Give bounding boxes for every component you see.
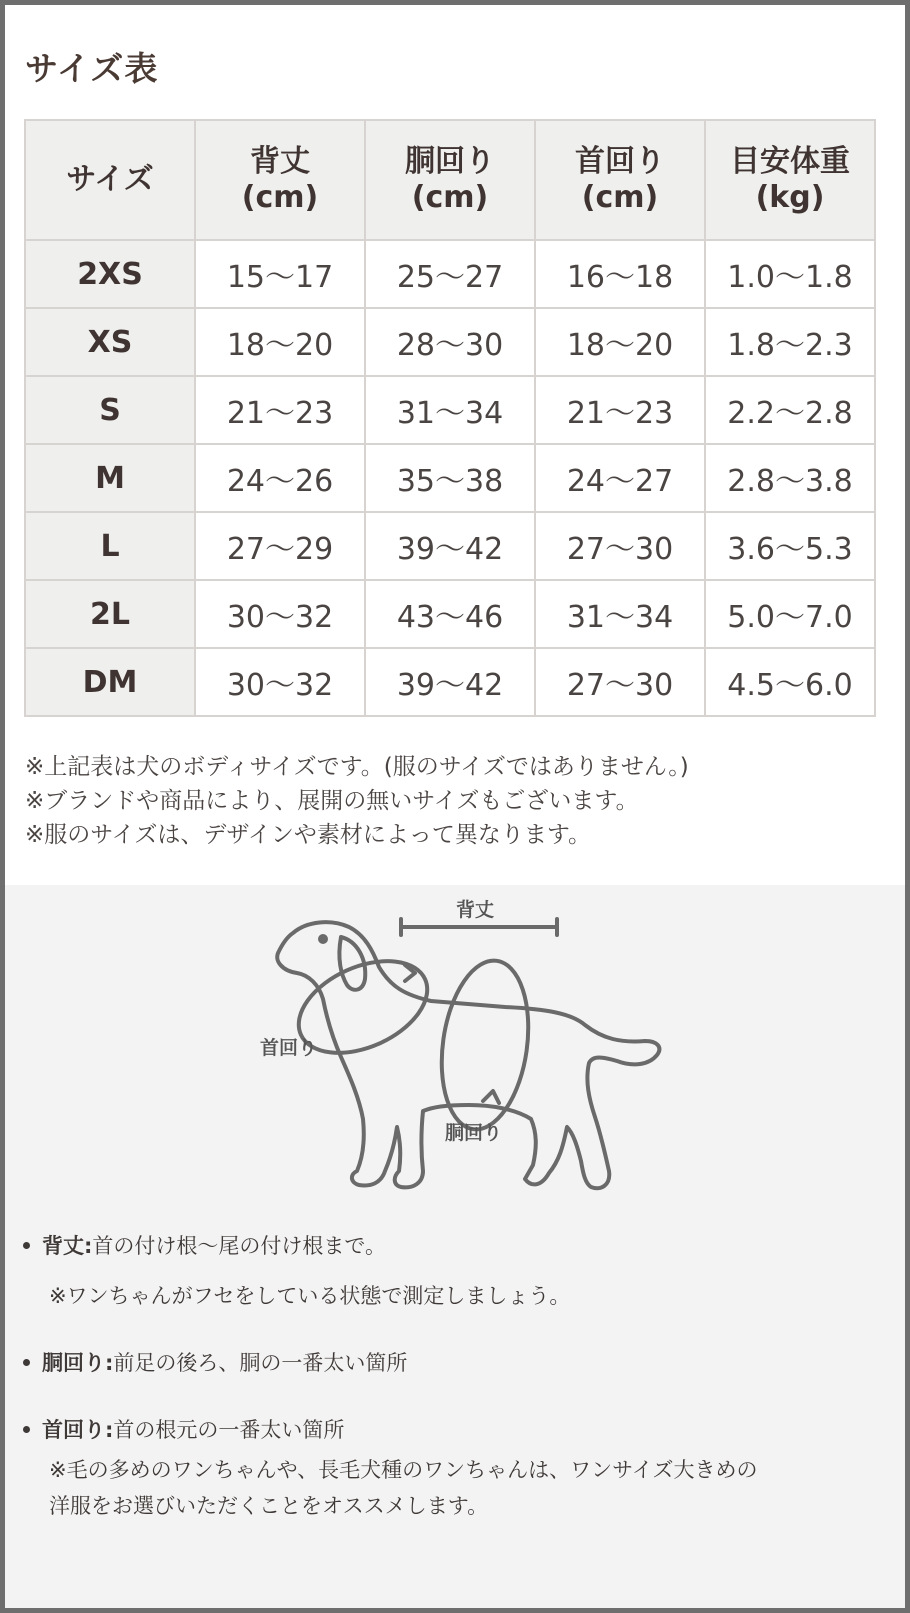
cell-weight: 3.6〜5.3: [705, 512, 875, 580]
cell-length: 18〜20: [195, 308, 365, 376]
size-chart-section: [5, 5, 905, 885]
diagram-label-girth: 胴回り: [445, 1122, 503, 1144]
cell-neck: 27〜30: [535, 648, 705, 716]
row-size: DM: [25, 648, 195, 716]
header-girth-label: 胴回り: [405, 144, 495, 179]
cell-neck: 18〜20: [535, 308, 705, 376]
table-header-row: [25, 120, 875, 240]
dog-diagram: [245, 895, 675, 1225]
row-size: L: [25, 512, 195, 580]
size-table: [24, 119, 876, 717]
cell-length: 21〜23: [195, 376, 365, 444]
bullet-neck: [23, 1414, 344, 1444]
cell-length: 27〜29: [195, 512, 365, 580]
cell-neck: 21〜23: [535, 376, 705, 444]
header-neck-label: 首回り: [575, 144, 665, 179]
header-neck-unit: (cm): [581, 180, 659, 215]
header-size: サイズ: [25, 120, 195, 240]
bullet-dot-icon: [23, 1359, 30, 1366]
cell-weight: 4.5〜6.0: [705, 648, 875, 716]
cell-weight: 2.8〜3.8: [705, 444, 875, 512]
cell-weight: 5.0〜7.0: [705, 580, 875, 648]
cell-girth: 35〜38: [365, 444, 535, 512]
header-weight-label: 目安体重: [730, 144, 850, 179]
page-title: サイズ表: [25, 49, 159, 88]
cell-girth: 39〜42: [365, 648, 535, 716]
header-length: [195, 120, 365, 240]
note-neck-2: 洋服をお選びいただくことをオススメします。: [49, 1494, 489, 1518]
cell-weight: 1.0〜1.8: [705, 240, 875, 308]
cell-girth: 25〜27: [365, 240, 535, 308]
desc-girth: 前足の後ろ、胴の一番太い箇所: [113, 1351, 408, 1375]
table-row: [25, 580, 875, 648]
cell-length: 24〜26: [195, 444, 365, 512]
table-row: [25, 240, 875, 308]
dog-illustration: [245, 895, 675, 1225]
header-girth: [365, 120, 535, 240]
cell-girth: 39〜42: [365, 512, 535, 580]
cell-weight: 2.2〜2.8: [705, 376, 875, 444]
dog-body-outline: [277, 922, 659, 1188]
row-size: S: [25, 376, 195, 444]
cell-neck: 31〜34: [535, 580, 705, 648]
header-length-unit: (cm): [241, 180, 319, 215]
term-girth: 胴回り:: [42, 1351, 114, 1375]
desc-neck: 首の根元の一番太い箇所: [113, 1418, 345, 1442]
dog-eye: [320, 936, 326, 942]
diagram-label-neck: 首回り: [260, 1037, 318, 1059]
cell-girth: 28〜30: [365, 308, 535, 376]
header-girth-unit: (cm): [411, 180, 489, 215]
diagram-label-length: 背丈: [456, 899, 495, 921]
cell-length: 15〜17: [195, 240, 365, 308]
note-line: ※ブランドや商品により、展開の無いサイズもございます。: [25, 788, 639, 814]
table-row: [25, 444, 875, 512]
girth-loop: [432, 955, 539, 1135]
page-frame: [5, 5, 905, 1608]
note-line: ※服のサイズは、デザインや素材によって異なります。: [25, 822, 591, 848]
cell-length: 30〜32: [195, 648, 365, 716]
table-row: [25, 308, 875, 376]
desc-length: 首の付け根〜尾の付け根まで。: [92, 1234, 386, 1258]
term-length: 背丈:: [42, 1234, 93, 1258]
cell-girth: 43〜46: [365, 580, 535, 648]
row-size: XS: [25, 308, 195, 376]
row-size: 2XS: [25, 240, 195, 308]
table-row: [25, 376, 875, 444]
cell-girth: 31〜34: [365, 376, 535, 444]
girth-arrow: [483, 1091, 499, 1103]
term-neck: 首回り:: [42, 1418, 114, 1442]
note-line: ※上記表は犬のボディサイズです。(服のサイズではありません。): [25, 754, 689, 780]
header-weight-unit: (kg): [755, 180, 825, 215]
bullet-length: [23, 1230, 386, 1260]
table-row: [25, 648, 875, 716]
cell-neck: 24〜27: [535, 444, 705, 512]
bullet-girth: [23, 1347, 407, 1377]
cell-weight: 1.8〜2.3: [705, 308, 875, 376]
row-size: 2L: [25, 580, 195, 648]
bullet-dot-icon: [23, 1426, 30, 1433]
table-row: [25, 512, 875, 580]
row-size: M: [25, 444, 195, 512]
note-length: ※ワンちゃんがフセをしている状態で測定しましょう。: [49, 1284, 571, 1308]
notes: [25, 750, 689, 852]
cell-length: 30〜32: [195, 580, 365, 648]
note-neck-1: ※毛の多めのワンちゃんや、長毛犬種のワンちゃんは、ワンサイズ大きめの: [49, 1458, 758, 1482]
cell-neck: 16〜18: [535, 240, 705, 308]
cell-neck: 27〜30: [535, 512, 705, 580]
measure-guide-section: [5, 885, 905, 1608]
header-length-label: 背丈: [250, 144, 310, 179]
header-weight: [705, 120, 875, 240]
header-neck: [535, 120, 705, 240]
bullet-dot-icon: [23, 1242, 30, 1249]
